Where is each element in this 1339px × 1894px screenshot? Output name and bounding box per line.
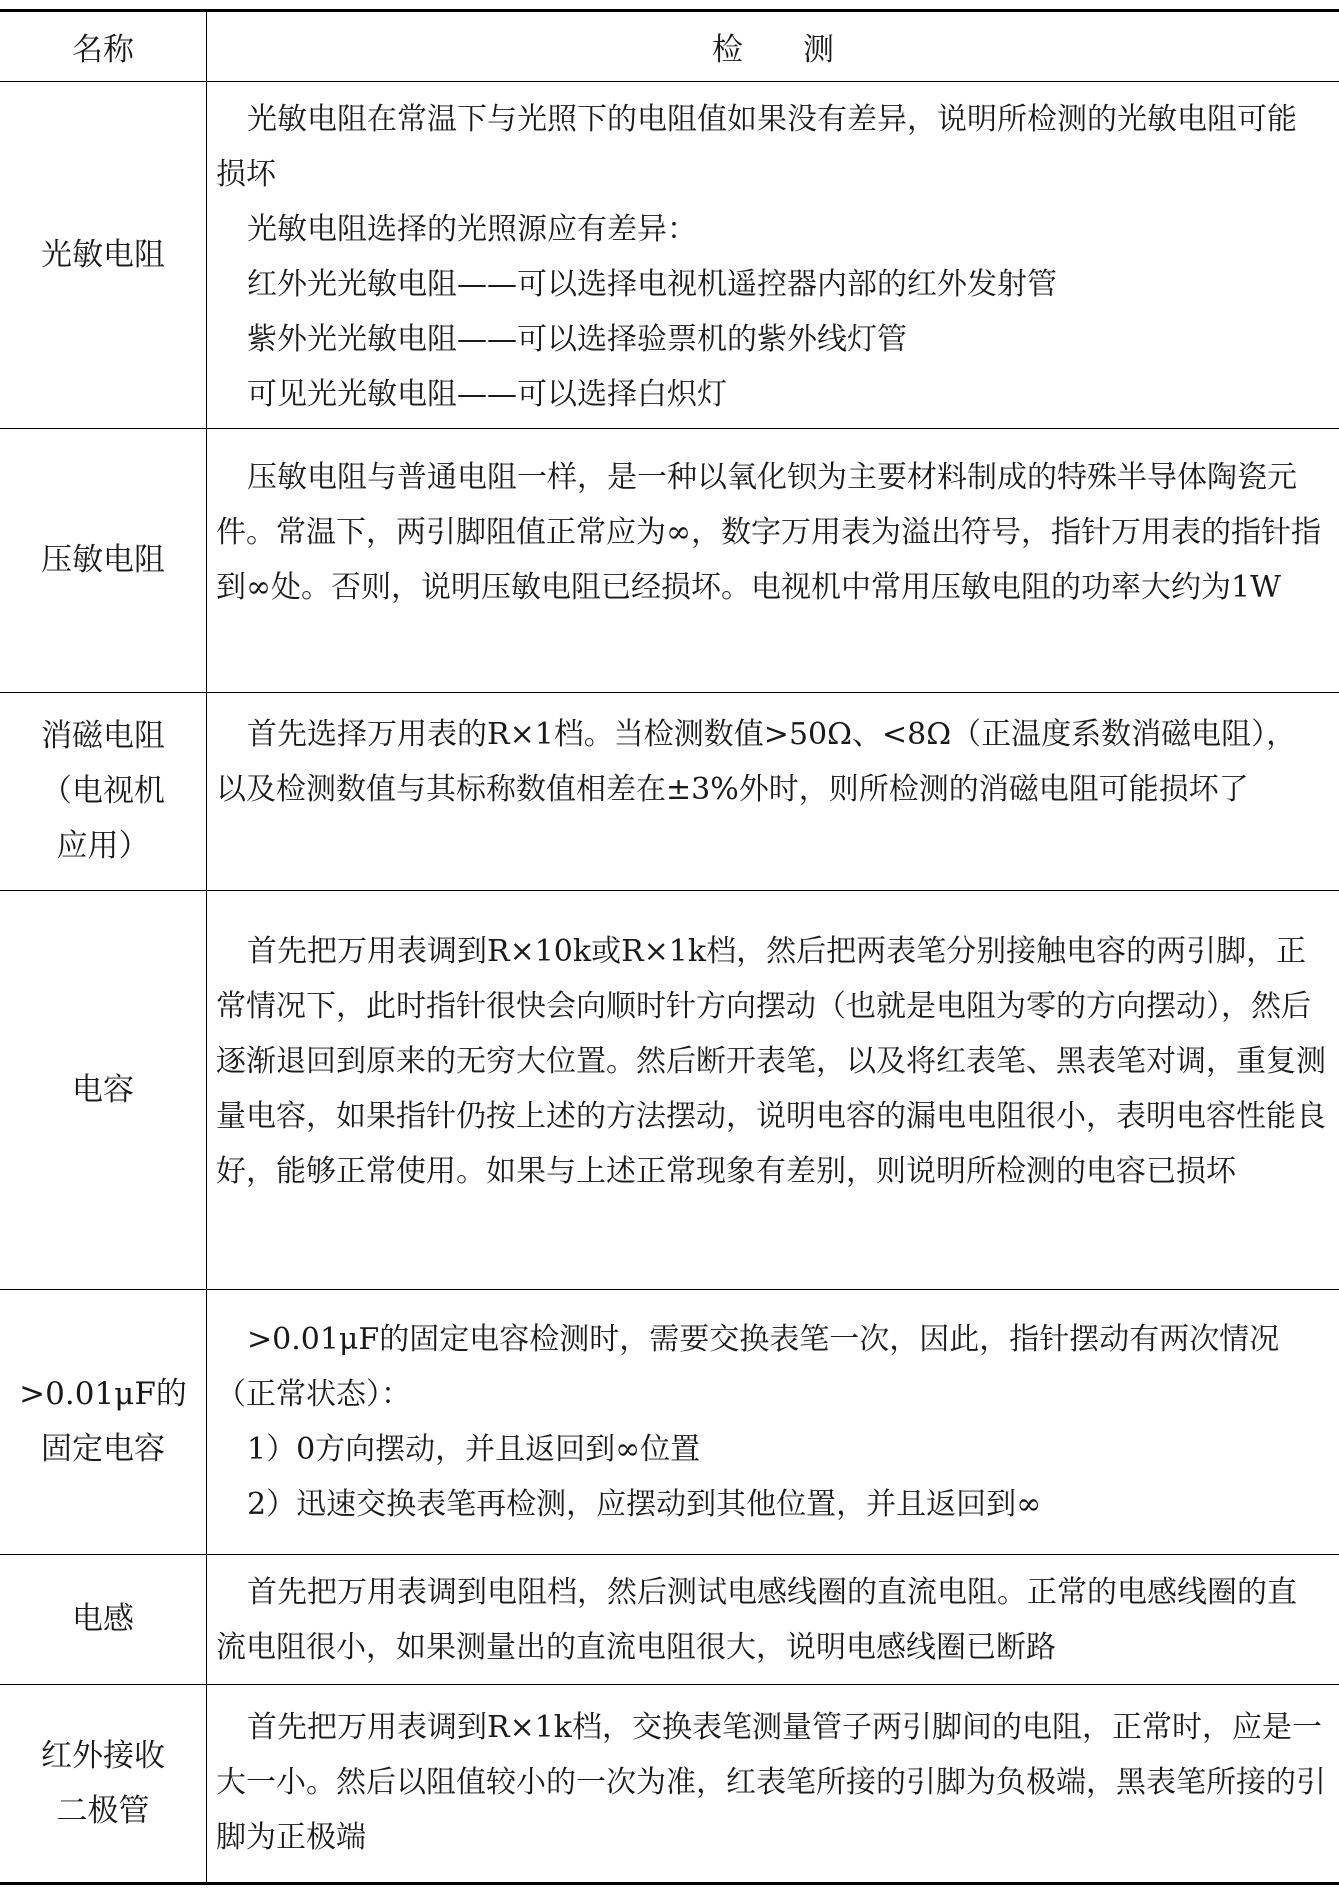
row-detail	[216, 924, 1326, 1199]
detail-paragraph: 可见光光敏电阻——可以选择白炽灯	[247, 377, 727, 412]
detail-paragraph: 首先把万用表调到R×10k或R×1k档，然后把两表笔分别接触电容的两引脚，正常情况下，此时指针很快会向顺时针方向摆动（也就是电阻为零的方向摆动），然后逐渐退回到原来的无穷大位置。然后断开表笔，以及将红表笔、黑表笔对调，重复测量电容，如果指针仍按上述的方法摆动，说明电容的漏电电阻很小，表明电容性能良好，能够正常使用。如果与上述正常现象有差别，则说明所检测的电容已损坏	[216, 934, 1326, 1189]
row-detail	[216, 1312, 1326, 1532]
detail-paragraph: 光敏电阻选择的光照源应有差异：	[247, 212, 697, 247]
detail-paragraph: 紫外光光敏电阻——可以选择验票机的紫外线灯管	[247, 322, 907, 357]
detail-paragraph: 首先选择万用表的R×1档。当检测数值>50Ω、<8Ω（正温度系数消磁电阻），以及检测数值与其标称数值相差在±3%外时，则所检测的消磁电阻可能损坏了	[216, 717, 1297, 807]
row-name: >0.01μF的 固定电容	[19, 1376, 187, 1467]
detail-paragraph: 1）0方向摆动，并且返回到∞位置	[247, 1432, 701, 1467]
row-detail	[216, 450, 1326, 615]
header-detect: 检测	[712, 31, 894, 68]
detail-paragraph: 首先把万用表调到电阻档，然后测试电感线圈的直流电阻。正常的电感线圈的直流电阻很小，如果测量出的直流电阻很大，说明电感线圈已断路	[216, 1575, 1297, 1665]
row-detail	[216, 1700, 1326, 1865]
row-detail	[216, 1565, 1326, 1675]
detail-paragraph: 压敏电阻与普通电阻一样，是一种以氧化钡为主要材料制成的特殊半导体陶瓷元件。常温下，两引脚阻值正常应为∞，数字万用表为溢出符号，指针万用表的指针指到∞处。否则，说明压敏电阻已经损坏。电视机中常用压敏电阻的功率大约为1W	[216, 460, 1321, 605]
row-name: 消磁电阻 （电视机 应用）	[41, 718, 165, 864]
row-name: 电感	[72, 1601, 134, 1637]
row-name: 压敏电阻	[41, 542, 165, 578]
column-divider	[206, 11, 207, 1884]
detail-paragraph: 光敏电阻在常温下与光照下的电阻值如果没有差异，说明所检测的光敏电阻可能损坏	[216, 102, 1297, 192]
row-name: 光敏电阻	[41, 236, 165, 273]
detail-paragraph: >0.01μF的固定电容检测时，需要交换表笔一次，因此，指针摆动有两次情况（正常状态）：	[216, 1322, 1280, 1412]
row-name: 红外接收 二极管	[41, 1737, 165, 1829]
detail-paragraph: 首先把万用表调到R×1k档，交换表笔测量管子两引脚间的电阻，正常时，应是一大一小。然后以阻值较小的一次为准，红表笔所接的引脚为负极端，黑表笔所接的引脚为正极端	[216, 1710, 1326, 1855]
row-detail	[216, 707, 1326, 817]
table-bottom-rule	[0, 1882, 1339, 1885]
row-detail	[216, 92, 1326, 422]
header-name: 名称	[72, 31, 134, 68]
detail-paragraph: 红外光光敏电阻——可以选择电视机遥控器内部的红外发射管	[247, 267, 1057, 302]
row-name: 电容	[72, 1071, 134, 1108]
detail-paragraph: 2）迅速交换表笔再检测，应摆动到其他位置，并且返回到∞	[247, 1487, 1042, 1522]
